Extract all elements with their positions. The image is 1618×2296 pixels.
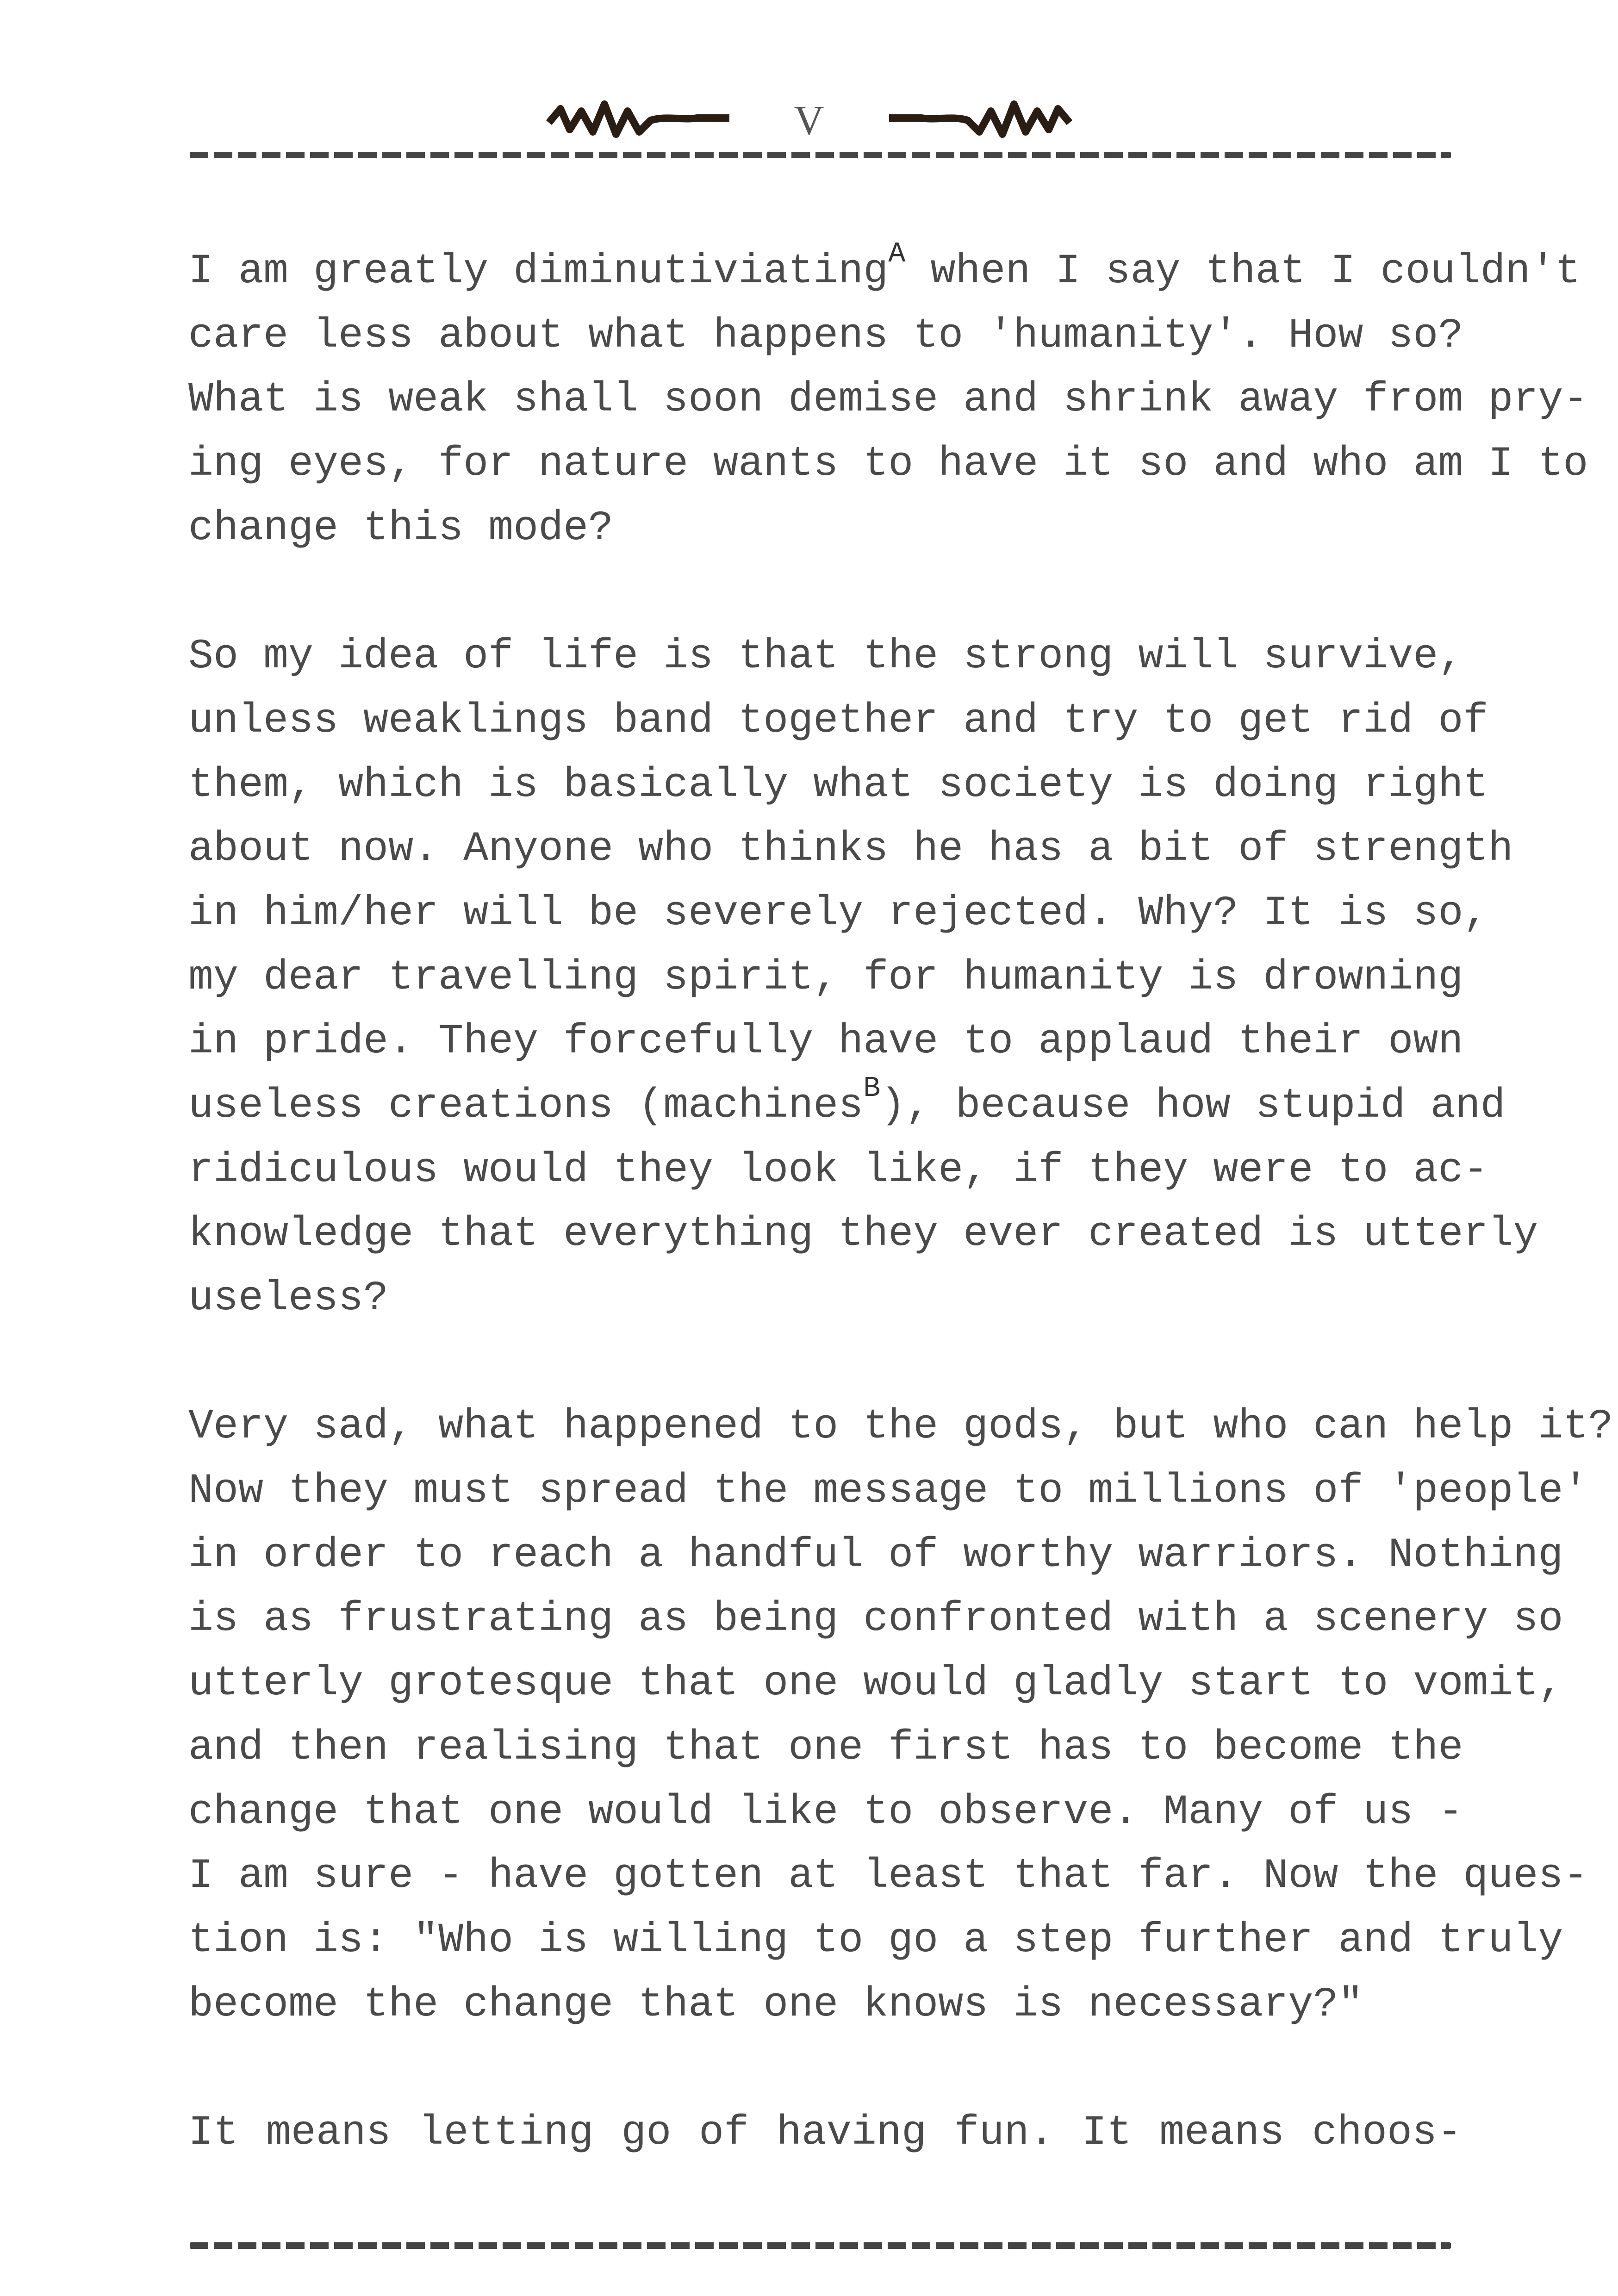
text-line — [188, 1459, 1588, 1524]
text-line — [188, 368, 1588, 432]
text-segment: them, which is basically what society is doing right — [188, 761, 1488, 809]
text-segment: tion is: "Who is willing to go a step further and truly — [188, 1916, 1563, 1964]
text-segment: care less about what happens to 'humanity'. How so? — [188, 312, 1463, 360]
text-line — [188, 1587, 1563, 1652]
paragraph — [188, 625, 1538, 1331]
text-segment: and then realising that one first has to become the — [188, 1724, 1463, 1772]
document-body — [188, 237, 1613, 2165]
text-segment: utterly grotesque that one would gladly start to vomit, — [188, 1660, 1563, 1708]
text-line — [188, 432, 1588, 497]
text-segment: my dear travelling spirit, for humanity is drowning — [188, 954, 1463, 1002]
text-segment: in order to reach a handful of worthy warriors. Nothing — [188, 1531, 1563, 1579]
text-line — [188, 1202, 1538, 1267]
text-segment: ing eyes, for nature wants to have it so and who am I to — [188, 441, 1588, 488]
bottom-dashed-rule — [190, 2242, 1451, 2249]
text-segment: knowledge that everything they ever created is utterly — [188, 1211, 1538, 1258]
text-line — [188, 817, 1513, 882]
text-segment: Very sad, what happened to the gods, but who can help it? — [188, 1403, 1613, 1451]
paragraph-gap — [188, 2037, 1462, 2101]
text-segment: in pride. They forcefully have to applaud their own — [188, 1018, 1463, 1066]
text-segment: become the change that one knows is necessary?" — [188, 1981, 1363, 2028]
text-line — [188, 1071, 1506, 1139]
paragraph — [188, 1395, 1613, 2037]
text-line — [188, 237, 1581, 304]
text-segment: change this mode? — [188, 504, 614, 552]
paragraph — [188, 237, 1588, 560]
top-dashed-rule — [190, 152, 1451, 158]
text-line — [188, 1973, 1462, 2037]
text-line — [188, 1010, 1462, 1074]
text-line — [188, 2101, 1462, 2165]
text-segment: about now. Anyone who thinks he has a bit of strength — [188, 826, 1513, 873]
text-line — [188, 1909, 1563, 1973]
text-segment: unless weaklings band together and try to get rid of — [188, 697, 1488, 745]
text-segment: ), because how stupid and — [880, 1082, 1506, 1130]
footnote-marker: A — [888, 237, 906, 270]
text-segment: useless? — [188, 1275, 389, 1322]
wave-ornament-right-icon — [843, 95, 1074, 146]
text-line — [188, 689, 1488, 753]
text-line — [188, 304, 1462, 368]
text-segment: It means letting go of having fun. It means choos- — [188, 2109, 1462, 2157]
paragraph — [188, 2101, 1462, 2165]
text-line — [188, 882, 1488, 946]
text-line — [188, 1844, 1588, 1909]
text-segment: Now they must spread the message to millions of 'people' — [188, 1468, 1588, 1515]
text-segment: I am greatly diminutiviating — [188, 248, 889, 295]
text-line — [188, 625, 1462, 689]
text-segment: in him/her will be severely rejected. Why? It is so, — [188, 890, 1488, 937]
text-line — [188, 1652, 1563, 1716]
text-segment: What is weak shall soon demise and shrink away from pry- — [188, 376, 1588, 424]
text-line — [188, 753, 1488, 818]
text-line — [188, 1267, 1462, 1331]
text-line — [188, 946, 1462, 1010]
chapter-header — [0, 93, 1618, 148]
chapter-numeral: V — [794, 97, 824, 143]
text-segment: I am sure - have gotten at least that far. Now the ques- — [188, 1853, 1588, 1900]
paragraph-gap — [188, 560, 1462, 625]
text-line — [188, 1395, 1613, 1459]
wave-ornament-left-icon — [544, 95, 776, 146]
text-line — [188, 1524, 1563, 1588]
text-line — [188, 497, 1462, 561]
text-segment: ridiculous would they look like, if they were to ac- — [188, 1146, 1488, 1194]
text-segment: is as frustrating as being confronted with a scenery so — [188, 1596, 1563, 1643]
text-line — [188, 1139, 1488, 1203]
text-line — [188, 1780, 1462, 1845]
text-segment: useless creations (machines — [188, 1082, 864, 1130]
text-segment: when I say that I couldn't — [905, 248, 1581, 295]
text-line — [188, 1716, 1462, 1780]
text-segment: So my idea of life is that the strong will survive, — [188, 633, 1463, 681]
paragraph-gap — [188, 1331, 1462, 1395]
text-segment: change that one would like to observe. Many of us - — [188, 1788, 1463, 1836]
footnote-marker: B — [863, 1071, 881, 1105]
